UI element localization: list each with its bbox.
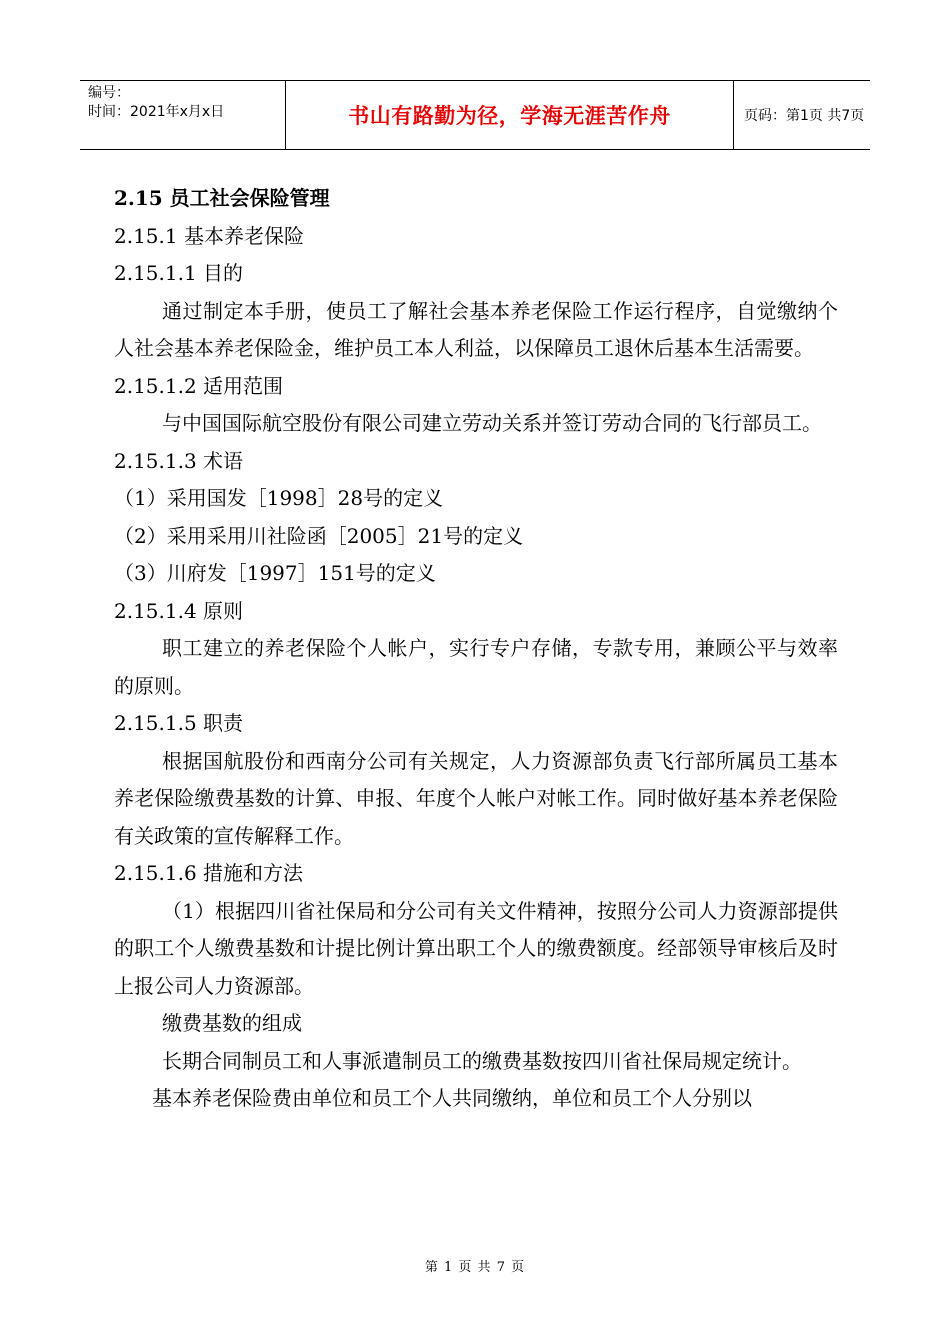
heading-duty: 2.15.1.5 职责 xyxy=(114,711,244,735)
document-body xyxy=(114,180,838,1118)
scope-paragraph: 与中国国际航空股份有限公司建立劳动关系并签订劳动合同的飞行部员工。 xyxy=(162,411,822,435)
section-title: 2.15 员工社会保险管理 xyxy=(114,186,330,210)
page-footer: 第 1 页 共 7 页 xyxy=(424,1260,526,1275)
number-label: 编号： xyxy=(88,85,130,101)
last-paragraph: 基本养老保险费由单位和员工个人共同缴纳，单位和员工个人分别以 xyxy=(152,1086,752,1110)
heading-basic-pension: 2.15.1 基本养老保险 xyxy=(114,223,304,248)
heading-measures: 2.15.1.6 措施和方法 xyxy=(114,861,304,885)
term-item-1: （1）采用国发［1998］28号的定义 xyxy=(114,486,444,510)
page-header xyxy=(80,80,870,150)
heading-principle: 2.15.1.4 原则 xyxy=(114,598,244,623)
purpose-paragraph: 通过制定本手册，使员工了解社会基本养老保险工作运行程序，自觉缴纳个人社会基本养老保险金，维护员工本人利益，以保障员工退休后基本生活需要。 xyxy=(114,298,838,360)
measures-paragraph: （1）根据四川省社保局和分公司有关文件精神，按照分公司人力资源部提供的职工个人缴费基数和计提比例计算出职工个人的缴费额度。经部领导审核后及时上报公司人力资源部。 xyxy=(114,898,838,998)
term-item-3: （3）川府发［1997］151号的定义 xyxy=(114,561,436,585)
base-heading: 缴费基数的组成 xyxy=(162,1011,302,1035)
header-page-info: 页码：第1页 共7页 xyxy=(744,108,865,124)
base-paragraph: 长期合同制员工和人事派遣制员工的缴费基数按四川省社保局规定统计。 xyxy=(162,1048,802,1073)
duty-paragraph: 根据国航股份和西南分公司有关规定，人力资源部负责飞行部所属员工基本养老保险缴费基数的计算、申报、年度个人帐户对帐工作。同时做好基本养老保险有关政策的宣传解释工作。 xyxy=(114,748,838,848)
header-motto: 书山有路勤为径，学海无涯苦作舟 xyxy=(285,81,734,149)
heading-scope: 2.15.1.2 适用范围 xyxy=(114,373,284,398)
time-label: 时间：2021年x月x日 xyxy=(88,104,225,120)
term-item-2: （2）采用采用川社险函［2005］21号的定义 xyxy=(114,523,524,548)
header-meta xyxy=(80,81,285,149)
heading-terms: 2.15.1.3 术语 xyxy=(114,448,244,473)
principle-paragraph: 职工建立的养老保险个人帐户，实行专户存储，专款专用，兼顾公平与效率的原则。 xyxy=(114,636,838,698)
heading-purpose: 2.15.1.1 目的 xyxy=(114,261,244,285)
